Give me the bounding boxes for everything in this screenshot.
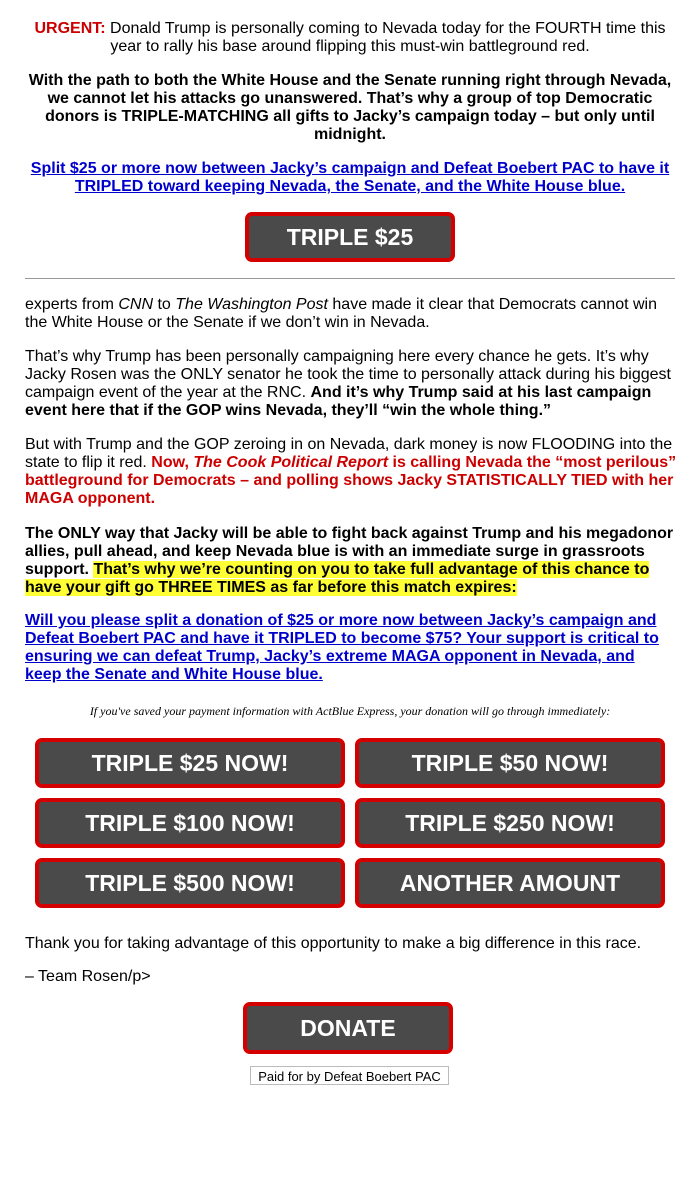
urgent-label: URGENT: xyxy=(34,20,106,37)
donation-link-paragraph xyxy=(25,612,670,684)
split-link-paragraph xyxy=(25,160,675,196)
campaigning-bold-text: And it’s why Trump said at his last campaign event here that if the GOP wins Nevada, they’ll “win the whole thing.” xyxy=(25,384,652,419)
split-donation-link-2[interactable]: Will you please split a donation of $25 or more now between Jacky’s campaign and Defeat Boebert PAC and have it TRIPLED to become $75? Your support is critical to ensuring we can defeat Trump, Jacky’s extreme MAGA opponent in Nevada, and keep the Senate and White House blue. xyxy=(25,612,659,683)
experts-text-a: experts from xyxy=(25,296,119,313)
urgent-paragraph xyxy=(28,20,672,56)
only-way-text: The ONLY way that Jacky will be able to fight back against Trump and his megadonor allies, pull ahead, and keep Nevada blue is with an immediate surge in grassroots support. xyxy=(25,525,674,578)
actblue-express-note: If you've saved your payment information with ActBlue Express, your donation will go through immediately: xyxy=(89,704,611,718)
divider xyxy=(25,278,675,279)
now-text: Now, xyxy=(151,454,194,471)
experts-paragraph xyxy=(25,296,677,332)
urgent-text: Donald Trump is personally coming to Nevada today for the FOURTH time this year to rally his base around flipping this must-win battleground red. xyxy=(105,20,666,55)
dark-money-text: But with Trump and the GOP zeroing in on Nevada, dark money is now FLOODING into the state to flip it red. xyxy=(25,436,673,471)
triple-50-button[interactable]: TRIPLE $50 NOW! xyxy=(355,738,665,788)
cook-report-text: The Cook Political Report xyxy=(193,454,389,471)
dark-money-paragraph xyxy=(25,436,677,508)
another-amount-button[interactable]: ANOTHER AMOUNT xyxy=(355,858,665,908)
triple-match-paragraph: With the path to both the White House and the Senate running right through Nevada, we cannot let his attacks go unanswered. That’s why a group of top Democratic donors is TRIPLE-MATCHING all gifts to Jacky’s campaign today – but only until midnight. xyxy=(28,72,672,143)
thank-you-text: Thank you for taking advantage of this opportunity to make a big difference in this race. xyxy=(25,935,642,952)
triple-100-button[interactable]: TRIPLE $100 NOW! xyxy=(35,798,345,848)
perilous-text: is calling Nevada the “most perilous” battleground for Democrats – and polling shows Jacky STATISTICALLY TIED with her MAGA opponent. xyxy=(25,454,677,507)
signoff-text: – Team Rosen/p> xyxy=(25,968,151,985)
split-donation-link[interactable]: Split $25 or more now between Jacky’s campaign and Defeat Boebert PAC to have it TRIPLED toward keeping Nevada, the Senate, and the White House blue. xyxy=(30,160,670,195)
wapo-text: The Washington Post xyxy=(175,296,328,313)
experts-text-b: to xyxy=(153,296,176,313)
only-way-paragraph xyxy=(25,525,677,597)
campaigning-text: That’s why Trump has been personally campaigning here every chance he gets. It’s why Jacky Rosen was the ONLY senator he took the time to personally attack during his biggest campaign event of the year at the RNC. xyxy=(25,348,671,401)
donate-button[interactable]: DONATE xyxy=(243,1002,453,1054)
triple-25-button[interactable]: TRIPLE $25 NOW! xyxy=(35,738,345,788)
highlighted-text: That’s why we’re counting on you to take full advantage of this chance to have your gift go THREE TIMES as far before this match expires: xyxy=(25,561,650,596)
triple-25-top-button[interactable]: TRIPLE $25 xyxy=(245,212,455,262)
experts-text-c: have made it clear that Democrats cannot win the White House or the Senate if we don’t win in Nevada. xyxy=(25,296,657,331)
cnn-text: CNN xyxy=(118,296,154,313)
paid-for-disclaimer: Paid for by Defeat Boebert PAC xyxy=(250,1066,449,1085)
trump-campaigning-paragraph xyxy=(25,348,677,420)
triple-250-button[interactable]: TRIPLE $250 NOW! xyxy=(355,798,665,848)
triple-500-button[interactable]: TRIPLE $500 NOW! xyxy=(35,858,345,908)
